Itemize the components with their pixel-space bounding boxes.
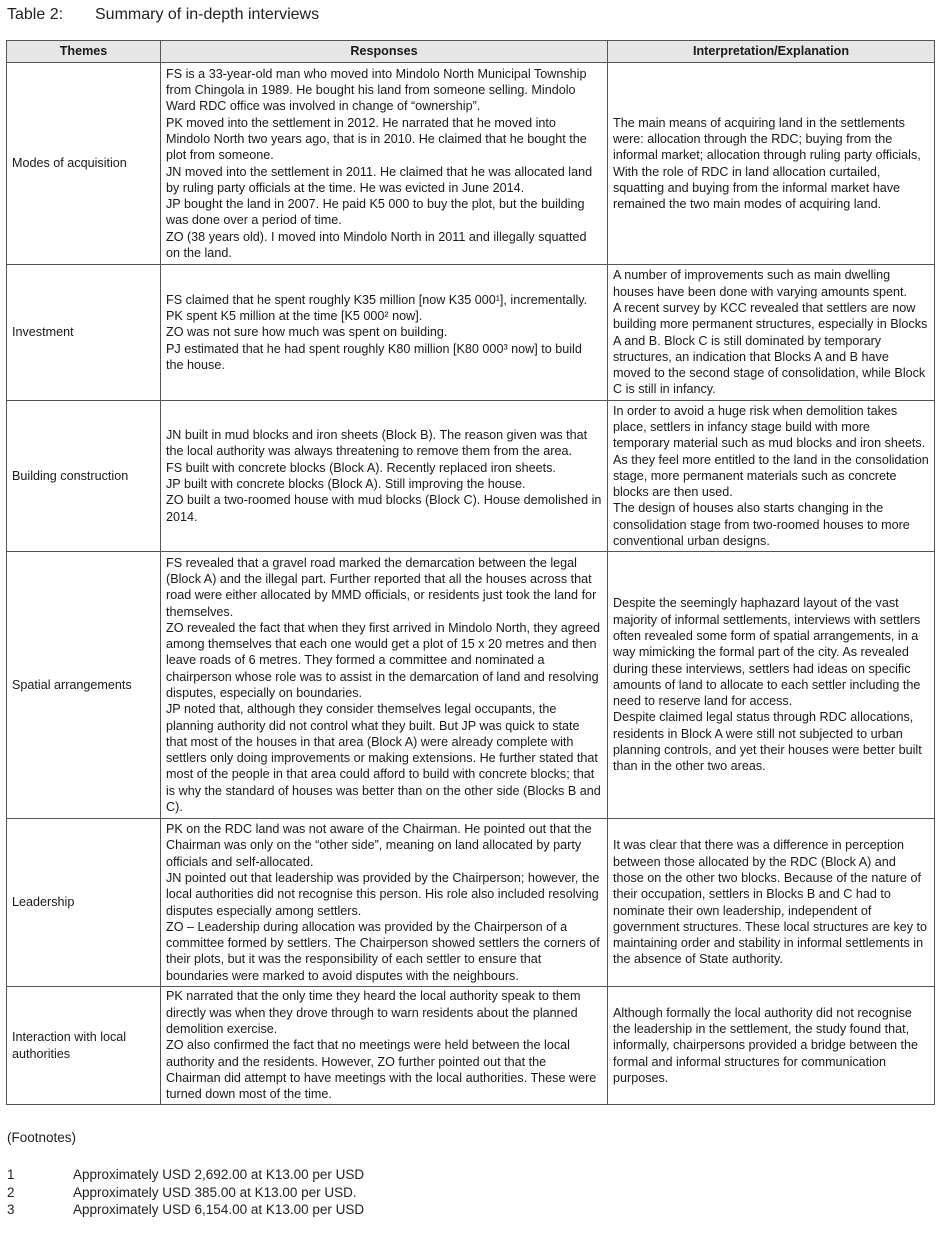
theme-cell: Investment (7, 265, 161, 401)
response-text: PK on the RDC land was not aware of the Chairman. He pointed out that the Chairman was only on the “other side”, meaning on land allocated by party officials and self-allocated. (166, 822, 592, 869)
interviews-table (6, 40, 935, 1105)
table-row (7, 265, 935, 401)
response-text: FS built with concrete blocks (Block A). Recently replaced iron sheets. (166, 460, 556, 475)
interpretation-cell (608, 63, 935, 265)
header-row (7, 41, 935, 63)
table-number: Table 2: (7, 6, 64, 23)
response-text: JP built with concrete blocks (Block A). Still improving the house. (166, 477, 526, 491)
table-row (7, 819, 935, 987)
theme-cell: Spatial arrangements (7, 552, 161, 819)
footnote-number: 3 (7, 1202, 15, 1217)
interpretation-text: The main means of acquiring land in the settlements were: allocation through the RDC; buying from the informal market; allocation through ruling party officials, With the role of RDC in land allocation curtailed, squatting and buying from the informal market have remained the two main modes of acquiring land. (613, 115, 921, 212)
interpretation-cell (608, 819, 935, 987)
interpretation-text: It was clear that there was a difference in perception between those allocated by the RDC (Block A) and those on the other two blocks. Because of the nature of their occupation, settlers in Blocks B and C had to nominate their own leadership, independent of government structures. These local structures are key to maintaining order and stability in informal settlements in the absence of State authority. (613, 838, 928, 967)
footnote (7, 1167, 364, 1182)
theme-cell: Leadership (7, 819, 161, 987)
table-title: Summary of in-depth interviews (95, 6, 320, 23)
table-row (7, 552, 935, 819)
theme-cell: Building construction (7, 401, 161, 552)
table-row (7, 987, 935, 1105)
interpretation-text: Despite the seemingly haphazard layout of the vast majority of informal settlements, interviews with settlers often revealed some form of spatial arrangements, in a way mimicking the formal part of the city. As revealed during these interviews, settlers had ideas on specific amounts of land to allocate to each settler including the need to reserve land for access. (613, 596, 921, 709)
response-text: JP noted that, although they consider themselves legal occupants, the planning authority did not control what they built. But JP was quick to state that most of the houses in that area (Block A) were already complete with settlers only doing improvements or making extensions. He further stated that most of the people in that area could afford to build with concrete blocks; that is why the standard of houses was better than on the other side (Blocks B and C). (166, 702, 601, 815)
response-text: FS claimed that he spent roughly K35 million [now K35 000¹], incrementally. (166, 292, 588, 307)
response-text: JN pointed out that leadership was provided by the Chairperson; however, the local authorities did not recognise this person. His role also included resolving disputes especially among settlers. (166, 870, 600, 918)
interpretation-text: The design of houses also starts changing in the consolidation stage from two-roomed houses to more conventional urban designs. (613, 501, 910, 549)
theme-cell: Modes of acquisition (7, 63, 161, 265)
response-text: ZO built a two-roomed house with mud blocks (Block C). House demolished in 2014. (166, 493, 602, 524)
footnote (7, 1202, 364, 1217)
responses-cell (161, 265, 608, 401)
interpretation-text: A recent survey by KCC revealed that settlers are now building more permanent structures, especially in Blocks A and B. Block C is still dominated by temporary structures, an indication that Blocks A and B have moved to the second stage of consolidation, while Block C is still in infancy. (613, 300, 928, 397)
footnote-text: Approximately USD 385.00 at K13.00 per USD. (73, 1185, 357, 1200)
response-text: ZO was not sure how much was spent on building. (166, 325, 448, 340)
table-caption (7, 6, 319, 24)
interpretation-text: Although formally the local authority did not recognise the leadership in the settlement, the study found that, informally, chairpersons provided a bridge between the formal and informal structures for communication purposes. (613, 1005, 918, 1085)
header-responses: Responses (161, 41, 608, 63)
responses-cell (161, 987, 608, 1105)
table-row (7, 401, 935, 552)
header-themes: Themes (7, 41, 161, 63)
response-text: PK narrated that the only time they heard the local authority speak to them directly was when they drove through to warn residents about the planned demolition exercise. (166, 989, 581, 1037)
table-row (7, 63, 935, 265)
interpretation-cell (608, 401, 935, 552)
response-text: ZO (38 years old). I moved into Mindolo North in 2011 and illegally squatted on the land. (166, 229, 587, 260)
response-text: ZO – Leadership during allocation was provided by the Chairperson of a committee formed by settlers. The Chairperson showed settlers the corners of their plots, but it was the responsibility of each settler to ensure that boundaries were marked to avoid disputes with the neighbours. (166, 919, 600, 983)
interpretation-text: In order to avoid a huge risk when demolition takes place, settlers in infancy stage build with more temporary material such as mud blocks and iron sheets. As they feel more entitled to the land in the consolidation stage, more permanent materials such as concrete blocks are then used. (613, 403, 929, 500)
interpretation-cell (608, 987, 935, 1105)
responses-cell (161, 819, 608, 987)
response-text: PK spent K5 million at the time [K5 000² now]. (166, 309, 423, 324)
response-text: ZO also confirmed the fact that no meetings were held between the local authority and the residents. However, ZO further pointed out that the Chairman did attempt to have meetings with the local authorities. These were turned down most of the time. (166, 1038, 597, 1102)
responses-cell (161, 401, 608, 552)
response-text: ZO revealed the fact that when they first arrived in Mindolo North, they agreed among themselves that each one would get a plot of 15 x 20 metres and then leave roads of 6 metres. They formed a committee and nominated a chairperson whose role was to assist in the demarcation of land and resolving disputes, especially on boundaries. (166, 620, 601, 700)
footnote-number: 2 (7, 1185, 15, 1200)
interpretation-cell (608, 265, 935, 401)
footnote-text: Approximately USD 2,692.00 at K13.00 per USD (73, 1167, 365, 1182)
footnotes-heading: (Footnotes) (7, 1130, 77, 1145)
theme-cell: Interaction with local authorities (7, 987, 161, 1105)
interpretation-text: Despite claimed legal status through RDC allocations, residents in Block A were still not subjected to urban planning controls, and yet their houses were better built than in the other two areas. (613, 710, 922, 774)
responses-cell (161, 63, 608, 265)
footnote-number: 1 (7, 1167, 15, 1182)
response-text: JN moved into the settlement in 2011. He claimed that he was allocated land by ruling party officials at the time. He was evicted in June 2014. (166, 164, 593, 195)
response-text: PJ estimated that he had spent roughly K80 million [K80 000³ now] to build the house. (166, 341, 582, 372)
footnote (7, 1185, 357, 1200)
response-text: JN built in mud blocks and iron sheets (Block B). The reason given was that the local authority was always threatening to remove them from the area. (166, 428, 588, 459)
response-text: JP bought the land in 2007. He paid K5 000 to buy the plot, but the building was done over a period of time. (166, 197, 585, 228)
footnote-text: Approximately USD 6,154.00 at K13.00 per USD (73, 1202, 365, 1217)
response-text: FS is a 33-year-old man who moved into Mindolo North Municipal Township from Chingola in 1989. He bought his land from someone selling. Mindolo Ward RDC office was involved in change of “ownership”. (166, 66, 587, 114)
interpretation-cell (608, 552, 935, 819)
header-interpretation: Interpretation/Explanation (608, 41, 935, 63)
response-text: PK moved into the settlement in 2012. He narrated that he moved into Mindolo North two years ago, that is in 2010. He claimed that he bought the plot from someone. (166, 115, 587, 163)
response-text: FS revealed that a gravel road marked the demarcation between the legal (Block A) and the illegal part. Further reported that all the houses across that road were either allocated by MMD officials, or residents just took the land for themselves. (166, 555, 597, 619)
interpretation-text: A number of improvements such as main dwelling houses have been done with varying amounts spent. (613, 268, 908, 299)
responses-cell (161, 552, 608, 819)
